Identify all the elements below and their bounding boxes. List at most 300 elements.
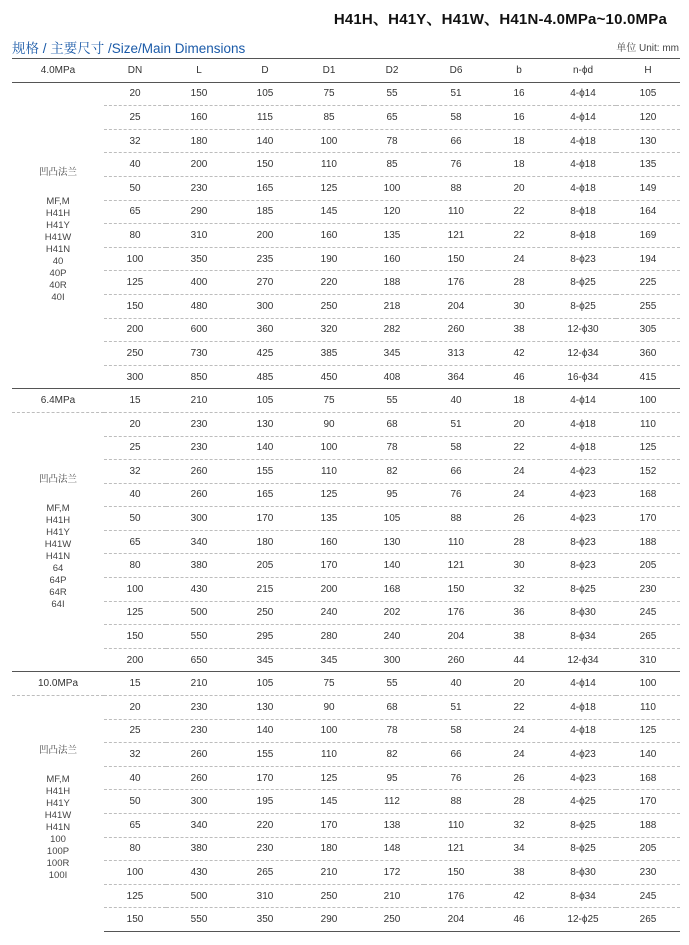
pressure-row — [12, 389, 680, 413]
table-cell: 140 — [232, 129, 298, 153]
table-cell: 300 — [166, 790, 232, 814]
table-row — [12, 861, 680, 885]
table-cell: 50 — [104, 790, 166, 814]
table-cell: 220 — [232, 814, 298, 838]
table-cell: 75 — [298, 672, 360, 696]
table-cell: 150 — [424, 861, 488, 885]
table-cell: 200 — [298, 578, 360, 602]
table-cell: 850 — [166, 365, 232, 389]
table-cell: 42 — [488, 342, 550, 366]
table-cell: 4-ϕ18 — [550, 412, 616, 436]
table-cell: 15 — [104, 389, 166, 413]
table-cell: 66 — [424, 129, 488, 153]
table-cell: 130 — [232, 412, 298, 436]
table-cell: 46 — [488, 365, 550, 389]
table-cell: 4-ϕ14 — [550, 389, 616, 413]
table-cell: 4-ϕ14 — [550, 82, 616, 106]
table-cell: 230 — [166, 719, 232, 743]
table-cell: 88 — [424, 790, 488, 814]
table-cell: 218 — [360, 294, 424, 318]
table-cell: 12-ϕ34 — [550, 648, 616, 672]
table-cell: 305 — [616, 318, 680, 342]
table-cell: 20 — [488, 412, 550, 436]
table-cell: 230 — [616, 578, 680, 602]
table-cell: 85 — [360, 153, 424, 177]
table-cell: 18 — [488, 389, 550, 413]
table-cell: 204 — [424, 908, 488, 932]
header-cell: H — [616, 59, 680, 83]
table-cell: 185 — [232, 200, 298, 224]
table-cell: 16 — [488, 106, 550, 130]
table-cell: 265 — [232, 861, 298, 885]
model-code: H41H — [45, 207, 71, 219]
table-cell: 205 — [232, 554, 298, 578]
table-cell: 100 — [298, 129, 360, 153]
table-cell: 88 — [424, 176, 488, 200]
table-cell: 100 — [104, 578, 166, 602]
table-cell: 300 — [232, 294, 298, 318]
table-cell: 194 — [616, 247, 680, 271]
table-cell: 400 — [166, 271, 232, 295]
table-cell: 130 — [616, 129, 680, 153]
table-cell: 8-ϕ34 — [550, 625, 616, 649]
table-cell: 40 — [104, 153, 166, 177]
dimensions-table-container — [12, 58, 680, 932]
model-code: MF,M — [46, 774, 70, 786]
table-row — [12, 129, 680, 153]
table-cell: 180 — [232, 530, 298, 554]
header-cell: D1 — [298, 59, 360, 83]
table-cell: 170 — [298, 814, 360, 838]
pressure-label: 10.0MPa — [12, 672, 104, 696]
table-cell: 160 — [298, 530, 360, 554]
table-cell: 125 — [104, 271, 166, 295]
table-cell: 150 — [424, 247, 488, 271]
table-cell: 28 — [488, 271, 550, 295]
table-cell: 188 — [616, 814, 680, 838]
table-cell: 112 — [360, 790, 424, 814]
table-cell: 240 — [298, 601, 360, 625]
table-cell: 25 — [104, 106, 166, 130]
model-code: 64R — [49, 586, 67, 598]
model-code: H41Y — [46, 526, 70, 538]
table-cell: 290 — [298, 908, 360, 932]
table-row — [12, 153, 680, 177]
table-cell: 100 — [298, 436, 360, 460]
table-row — [12, 412, 680, 436]
table-row — [12, 625, 680, 649]
table-cell: 8-ϕ25 — [550, 294, 616, 318]
model-code: H41Y — [46, 219, 70, 231]
dimensions-table — [12, 58, 680, 932]
model-code: H41N — [45, 243, 71, 255]
table-cell: 210 — [166, 389, 232, 413]
table-cell: 22 — [488, 696, 550, 720]
pressure-label: 4.0MPa — [12, 59, 104, 83]
table-cell: 12-ϕ25 — [550, 908, 616, 932]
table-cell: 280 — [298, 625, 360, 649]
table-row — [12, 318, 680, 342]
table-row — [12, 82, 680, 106]
table-cell: 8-ϕ23 — [550, 530, 616, 554]
table-cell: 22 — [488, 200, 550, 224]
table-cell: 120 — [360, 200, 424, 224]
table-cell: 28 — [488, 790, 550, 814]
table-cell: 80 — [104, 554, 166, 578]
table-cell: 32 — [488, 814, 550, 838]
pressure-label: 6.4MPa — [12, 389, 104, 413]
table-cell: 34 — [488, 837, 550, 861]
table-cell: 169 — [616, 224, 680, 248]
table-cell: 40 — [424, 389, 488, 413]
table-cell: 58 — [424, 436, 488, 460]
table-cell: 20 — [488, 672, 550, 696]
table-cell: 385 — [298, 342, 360, 366]
table-cell: 260 — [166, 460, 232, 484]
table-cell: 95 — [360, 483, 424, 507]
table-cell: 65 — [360, 106, 424, 130]
table-cell: 24 — [488, 483, 550, 507]
table-row — [12, 766, 680, 790]
table-cell: 310 — [616, 648, 680, 672]
table-cell: 176 — [424, 601, 488, 625]
header-cell: n-ϕd — [550, 59, 616, 83]
table-cell: 138 — [360, 814, 424, 838]
table-row — [12, 271, 680, 295]
table-cell: 380 — [166, 554, 232, 578]
table-cell: 425 — [232, 342, 298, 366]
model-code: H41H — [45, 786, 71, 798]
model-code: 100R — [46, 858, 70, 870]
table-cell: 135 — [360, 224, 424, 248]
table-cell: 4-ϕ18 — [550, 719, 616, 743]
model-code: MF,M — [46, 502, 70, 514]
table-cell: 26 — [488, 766, 550, 790]
model-code: 100I — [48, 870, 68, 882]
table-cell: 85 — [298, 106, 360, 130]
table-cell: 32 — [104, 743, 166, 767]
table-row — [12, 648, 680, 672]
table-cell: 188 — [360, 271, 424, 295]
table-cell: 4-ϕ23 — [550, 507, 616, 531]
table-cell: 8-ϕ18 — [550, 200, 616, 224]
table-cell: 8-ϕ25 — [550, 814, 616, 838]
table-cell: 150 — [104, 294, 166, 318]
table-cell: 152 — [616, 460, 680, 484]
table-cell: 135 — [616, 153, 680, 177]
table-row — [12, 247, 680, 271]
table-cell: 51 — [424, 82, 488, 106]
group-label-cell — [12, 412, 104, 672]
table-cell: 200 — [104, 318, 166, 342]
table-cell: 32 — [104, 460, 166, 484]
table-cell: 230 — [232, 837, 298, 861]
table-cell: 110 — [424, 814, 488, 838]
table-cell: 345 — [232, 648, 298, 672]
table-cell: 65 — [104, 200, 166, 224]
model-code: 40R — [49, 279, 67, 291]
table-row — [12, 342, 680, 366]
table-cell: 110 — [298, 743, 360, 767]
table-cell: 80 — [104, 837, 166, 861]
header-cell: L — [166, 59, 232, 83]
table-row — [12, 908, 680, 932]
table-cell: 250 — [298, 294, 360, 318]
table-cell: 75 — [298, 389, 360, 413]
table-cell: 76 — [424, 153, 488, 177]
model-code: H41W — [44, 231, 72, 243]
table-cell: 265 — [616, 908, 680, 932]
table-cell: 150 — [104, 908, 166, 932]
table-cell: 44 — [488, 648, 550, 672]
model-code: H41W — [44, 810, 72, 822]
table-cell: 210 — [298, 861, 360, 885]
table-cell: 8-ϕ25 — [550, 837, 616, 861]
table-cell: 730 — [166, 342, 232, 366]
table-row — [12, 719, 680, 743]
table-cell: 51 — [424, 412, 488, 436]
model-code: H41H — [45, 514, 71, 526]
table-cell: 58 — [424, 106, 488, 130]
table-cell: 550 — [166, 625, 232, 649]
table-cell: 20 — [104, 696, 166, 720]
table-cell: 500 — [166, 884, 232, 908]
table-cell: 164 — [616, 200, 680, 224]
table-cell: 4-ϕ25 — [550, 790, 616, 814]
table-cell: 4-ϕ18 — [550, 153, 616, 177]
table-cell: 100 — [298, 719, 360, 743]
table-cell: 320 — [298, 318, 360, 342]
table-cell: 265 — [616, 625, 680, 649]
table-cell: 204 — [424, 294, 488, 318]
table-row — [12, 790, 680, 814]
group-label-cell — [12, 82, 104, 389]
table-cell: 282 — [360, 318, 424, 342]
model-code: 40P — [49, 267, 67, 279]
table-cell: 50 — [104, 507, 166, 531]
table-cell: 313 — [424, 342, 488, 366]
header-cell: D6 — [424, 59, 488, 83]
table-cell: 205 — [616, 554, 680, 578]
table-body — [12, 59, 680, 932]
table-cell: 200 — [166, 153, 232, 177]
table-cell: 78 — [360, 719, 424, 743]
table-cell: 115 — [232, 106, 298, 130]
table-row — [12, 530, 680, 554]
table-cell: 260 — [424, 318, 488, 342]
table-cell: 125 — [616, 436, 680, 460]
table-cell: 24 — [488, 719, 550, 743]
table-cell: 24 — [488, 460, 550, 484]
table-cell: 210 — [360, 884, 424, 908]
table-cell: 32 — [488, 578, 550, 602]
table-cell: 25 — [104, 436, 166, 460]
table-cell: 168 — [616, 766, 680, 790]
table-cell: 260 — [166, 766, 232, 790]
table-cell: 20 — [104, 412, 166, 436]
table-cell: 168 — [360, 578, 424, 602]
group-label-cell — [12, 696, 104, 932]
table-cell: 340 — [166, 814, 232, 838]
table-cell: 22 — [488, 224, 550, 248]
table-cell: 105 — [232, 672, 298, 696]
table-cell: 25 — [104, 719, 166, 743]
table-cell: 250 — [232, 601, 298, 625]
table-cell: 8-ϕ18 — [550, 224, 616, 248]
table-cell: 195 — [232, 790, 298, 814]
table-cell: 295 — [232, 625, 298, 649]
table-cell: 68 — [360, 696, 424, 720]
table-cell: 130 — [232, 696, 298, 720]
table-cell: 46 — [488, 908, 550, 932]
table-cell: 140 — [232, 436, 298, 460]
model-code: 40 — [52, 255, 64, 267]
model-code: 100 — [50, 834, 66, 846]
table-cell: 16 — [488, 82, 550, 106]
table-cell: 24 — [488, 247, 550, 271]
table-cell: 4-ϕ18 — [550, 176, 616, 200]
table-cell: 8-ϕ23 — [550, 554, 616, 578]
table-cell: 408 — [360, 365, 424, 389]
table-cell: 100 — [104, 861, 166, 885]
table-cell: 38 — [488, 318, 550, 342]
table-cell: 36 — [488, 601, 550, 625]
table-row — [12, 578, 680, 602]
table-cell: 170 — [616, 790, 680, 814]
header-cell: D2 — [360, 59, 424, 83]
table-cell: 430 — [166, 861, 232, 885]
table-cell: 160 — [360, 247, 424, 271]
table-cell: 125 — [298, 176, 360, 200]
table-cell: 42 — [488, 884, 550, 908]
table-cell: 110 — [616, 412, 680, 436]
table-cell: 150 — [104, 625, 166, 649]
table-cell: 140 — [232, 719, 298, 743]
table-cell: 150 — [166, 82, 232, 106]
table-cell: 220 — [298, 271, 360, 295]
table-cell: 300 — [360, 648, 424, 672]
table-cell: 290 — [166, 200, 232, 224]
table-cell: 250 — [360, 908, 424, 932]
table-cell: 145 — [298, 790, 360, 814]
table-cell: 38 — [488, 861, 550, 885]
table-cell: 230 — [166, 696, 232, 720]
table-cell: 210 — [166, 672, 232, 696]
table-cell: 4-ϕ14 — [550, 106, 616, 130]
table-cell: 110 — [424, 530, 488, 554]
table-cell: 230 — [166, 436, 232, 460]
table-cell: 82 — [360, 460, 424, 484]
table-cell: 135 — [298, 507, 360, 531]
table-cell: 120 — [616, 106, 680, 130]
table-cell: 110 — [424, 200, 488, 224]
table-cell: 230 — [166, 176, 232, 200]
table-row — [12, 837, 680, 861]
model-code: 64I — [51, 598, 65, 610]
table-cell: 168 — [616, 483, 680, 507]
table-cell: 170 — [298, 554, 360, 578]
table-cell: 4-ϕ23 — [550, 743, 616, 767]
table-cell: 415 — [616, 365, 680, 389]
table-cell: 28 — [488, 530, 550, 554]
table-cell: 88 — [424, 507, 488, 531]
table-cell: 121 — [424, 224, 488, 248]
table-cell: 180 — [166, 129, 232, 153]
table-cell: 76 — [424, 483, 488, 507]
table-cell: 105 — [232, 82, 298, 106]
table-cell: 125 — [104, 601, 166, 625]
table-cell: 550 — [166, 908, 232, 932]
table-cell: 240 — [360, 625, 424, 649]
header-cell: b — [488, 59, 550, 83]
table-cell: 18 — [488, 129, 550, 153]
table-cell: 26 — [488, 507, 550, 531]
table-cell: 140 — [616, 743, 680, 767]
table-cell: 150 — [424, 578, 488, 602]
table-cell: 125 — [104, 884, 166, 908]
table-cell: 360 — [616, 342, 680, 366]
table-cell: 190 — [298, 247, 360, 271]
table-cell: 105 — [616, 82, 680, 106]
table-row — [12, 884, 680, 908]
table-cell: 90 — [298, 412, 360, 436]
table-cell: 170 — [616, 507, 680, 531]
table-cell: 22 — [488, 436, 550, 460]
table-cell: 160 — [298, 224, 360, 248]
table-row — [12, 696, 680, 720]
model-code: 100P — [46, 846, 70, 858]
table-cell: 75 — [298, 82, 360, 106]
model-code: 64P — [49, 574, 67, 586]
table-cell: 18 — [488, 153, 550, 177]
table-row — [12, 601, 680, 625]
table-cell: 55 — [360, 672, 424, 696]
table-cell: 255 — [616, 294, 680, 318]
table-cell: 4-ϕ23 — [550, 483, 616, 507]
header-cell: D — [232, 59, 298, 83]
table-cell: 38 — [488, 625, 550, 649]
table-cell: 225 — [616, 271, 680, 295]
table-cell: 350 — [166, 247, 232, 271]
table-cell: 105 — [360, 507, 424, 531]
table-cell: 65 — [104, 530, 166, 554]
table-row — [12, 200, 680, 224]
table-cell: 100 — [360, 176, 424, 200]
table-cell: 204 — [424, 625, 488, 649]
model-code: H41N — [45, 550, 71, 562]
unit-note: 单位 Unit: mm — [616, 43, 679, 54]
table-row — [12, 814, 680, 838]
table-cell: 110 — [298, 460, 360, 484]
table-cell: 230 — [166, 412, 232, 436]
table-cell: 364 — [424, 365, 488, 389]
table-cell: 245 — [616, 884, 680, 908]
table-cell: 125 — [298, 766, 360, 790]
table-cell: 250 — [298, 884, 360, 908]
table-cell: 100 — [104, 247, 166, 271]
table-cell: 270 — [232, 271, 298, 295]
table-cell: 4-ϕ18 — [550, 436, 616, 460]
model-code: 40I — [51, 291, 65, 303]
table-cell: 300 — [166, 507, 232, 531]
model-code: H41W — [44, 538, 72, 550]
table-row — [12, 106, 680, 130]
section-heading: 规格 / 主要尺寸 /Size/Main Dimensions — [12, 41, 246, 56]
table-cell: 176 — [424, 271, 488, 295]
table-cell: 8-ϕ25 — [550, 271, 616, 295]
table-cell: 345 — [360, 342, 424, 366]
table-cell: 16-ϕ34 — [550, 365, 616, 389]
